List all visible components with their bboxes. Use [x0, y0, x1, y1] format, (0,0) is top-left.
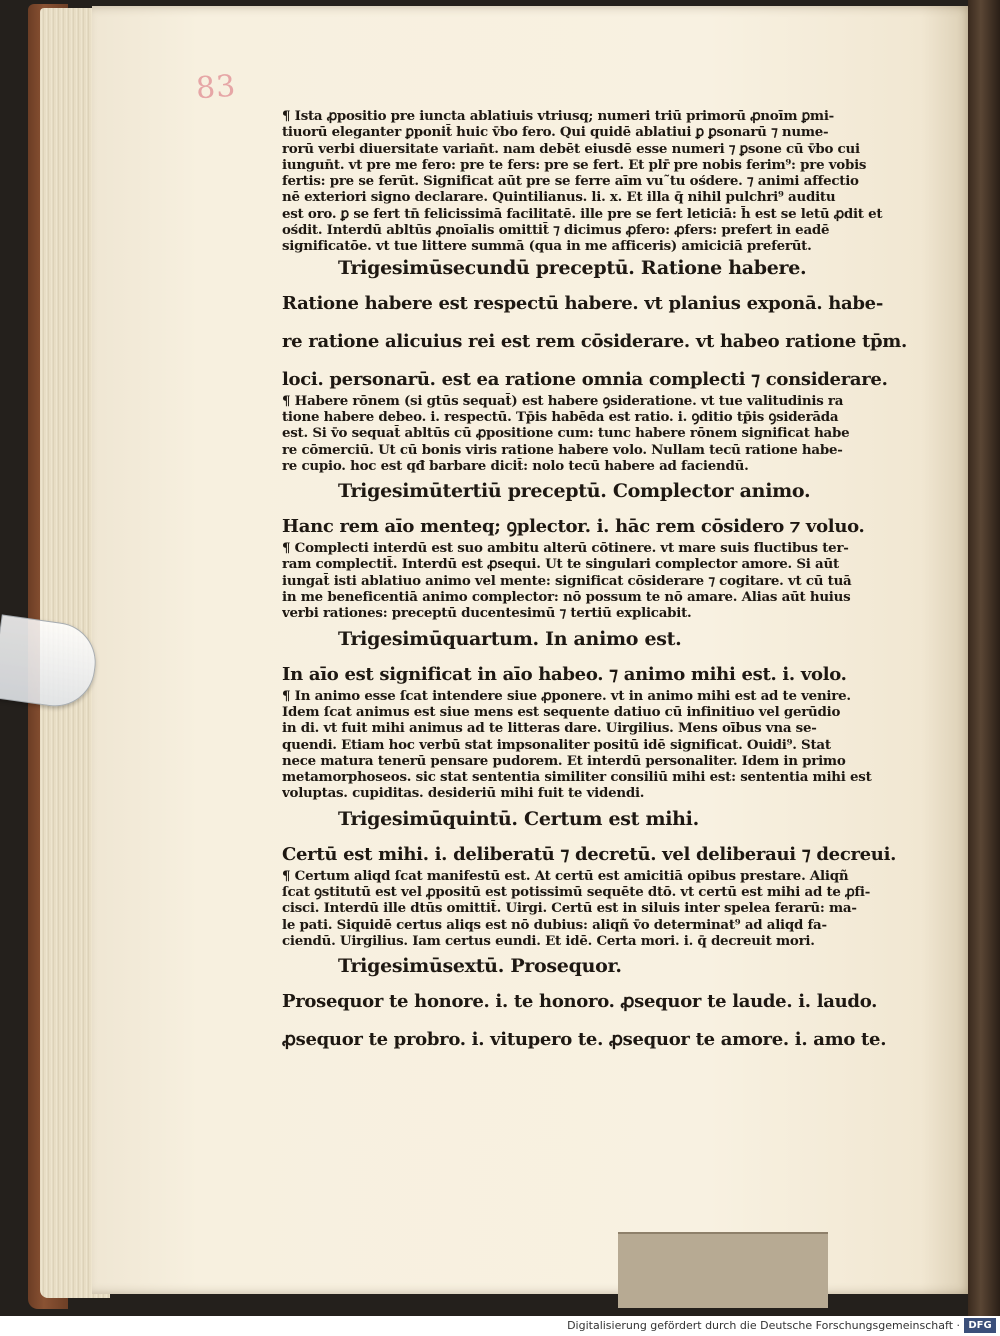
text-line: ¶ Certum aliqd ſcat manifestū est. At certū est amicitiā opibus prestare. Aliqñ [282, 867, 849, 884]
text-line: quendi. Etiam hoc verbū stat impsonaliter positū idē significat. Ouidi⁹. Stat [282, 736, 831, 753]
footer-credit: Digitalisierung gefördert durch die Deutsche Forschungsgemeinschaft · [567, 1319, 960, 1332]
text-line: ¶ In animo esse ſcat intendere siue ꝓponere. vt in animo mihi est ad te venire. [282, 687, 851, 704]
text-line: verbi rationes: preceptū ducentesimū ⁊ tertiū explicabit. [282, 605, 692, 622]
example-line: Hanc rem aīo menteq; ꝯplector. i. hāc rem cōsidero ⁊ voluo. [282, 516, 865, 538]
example-line: Certū est mihi. i. deliberatū ⁊ decretū. vel deliberaui ⁊ decreui. [282, 843, 897, 865]
text-line: ¶ Complecti interdū est suo ambitu alterū cōtinere. vt mare suis fluctibus ter- [282, 540, 849, 557]
text-line: tione habere debeo. i. respectū. Tp̄is habēda est ratio. i. ꝯditio tp̄is ꝯsiderāda [282, 408, 839, 425]
text-line: iungun̄t. vt pre me fero: pre te fers: pre se fert. Et plr̄ pre nobis ferim⁹: pre vobis [282, 156, 867, 173]
section-in-animo [282, 626, 902, 802]
library-stamp: 83 [194, 68, 238, 107]
example-line: loci. personarū. est ea ratione omnia complecti ⁊ considerare. [282, 368, 888, 390]
text-line: ciendū. Uirgilius. Iam certus eundi. Et idē. Certa mori. i. q̄ decreuit mori. [282, 932, 815, 949]
section-prosequor [282, 953, 902, 1053]
text-line: fertis: pre se ferūt. Significat aūt pre se ferre aīm vu˜tu ośdere. ⁊ animi affectio [282, 173, 859, 190]
book-cover-right [968, 0, 1000, 1316]
printed-text-block [282, 108, 907, 1057]
example-line: ꝓsequor te probro. i. vitupero te. ꝓsequor te amore. i. amo te. [282, 1029, 887, 1051]
precept-heading: Trigesimūquintū. Certum est mihi. [338, 807, 699, 830]
text-line: voluptas. cupiditas. desideriū mihi fuit te videndi. [282, 785, 645, 802]
section-intro [282, 108, 907, 474]
example-line: re ratione alicuius rei est rem cōsiderare. vt habeo ratione tp̄m. [282, 330, 907, 352]
text-line: metamorphoseos. sic stat sententia similiter consiliū mihi est: sententia mihi est [282, 769, 872, 786]
text-line: tiuorū eleganter ꝑponit̄ huic v̄bo fero. Qui quidē ablatiui ꝑ ꝑsonarū ⁊ nume- [282, 124, 829, 141]
text-line: est. Si v̄o sequat̄ abltūs cū ꝓpositione cum: tunc habere rōnem significat habe [282, 425, 850, 442]
text-line: ośdit. Interdū abltūs ꝓnoīalis omittit̄ ⁊ dicimus ꝓfero: ꝓfers: prefert in eadē [282, 222, 830, 239]
text-line: ſcat ꝯstitutū est vel ꝓpositū est potissimū sequēte dtō. vt certū est mihi ad te ꝓfi- [282, 884, 871, 901]
dfg-logo: DFG [964, 1318, 996, 1333]
paper-repair-patch [618, 1232, 828, 1308]
example-line: Prosequor te honore. i. te honoro. ꝓsequor te laude. i. laudo. [282, 991, 878, 1013]
text-line: iungat̄ isti ablatiuo animo vel mente: significat cōsiderare ⁊ cogitare. vt cū tuā [282, 572, 852, 589]
text-line: ¶ Ista ꝓpositio pre iuncta ablatiuis vtriusq; numeri triū primorū ꝓnoīm ꝑmi- [282, 108, 834, 124]
text-line: in me beneficentiā animo complector: nō possum te nō amare. Alias aūt huius [282, 589, 851, 606]
precept-heading: Trigesimūsextū. Prosequor. [338, 955, 622, 978]
section-certum [282, 806, 902, 949]
text-line: cisci. Interdū ille dtūs omittit̄. Uirgi. Certū est in siluis inter spelea ferarū: ma- [282, 900, 857, 917]
text-line: ¶ Habere rōnem (si gtūs sequat̄) est habere ꝯsideratione. vt tue valitudinis ra [282, 392, 844, 409]
text-line: le pati. Siquidē certus aliqs est nō dubius: aliqñ v̄o determinat⁹ ad aliqd fa- [282, 916, 827, 933]
precept-heading: Trigesimūquartum. In animo est. [338, 627, 682, 650]
section-complector [282, 478, 902, 621]
precept-heading: Trigesimūtertiū preceptū. Complector animo. [338, 480, 811, 503]
footer-bar [0, 1316, 1000, 1336]
text-line: re cōmerciū. Ut cū bonis viris ratione habere volo. Nullam tecū ratione habe- [282, 441, 843, 458]
text-line: ram complectit̄. Interdū est ꝓsequi. Ut te singulari complector amore. Si aūt [282, 556, 839, 573]
example-line: In aīo est significat in aīo habeo. ⁊ animo mihi est. i. volo. [282, 663, 847, 685]
text-line: re cupio. hoc est qđ barbare dicit̄: nolo tecū habere ad faciendū. [282, 457, 749, 474]
text-line: nece matura tenerū pensare pudorem. Et interdū personaliter. Idem in primo [282, 752, 846, 769]
example-line: Ratione habere est respectū habere. vt planius exponā. habe- [282, 292, 884, 314]
text-line: significatōe. vt tue littere summā (qua in me afficeris) amiciciā preferūt. [282, 238, 812, 255]
text-line: rorū verbi diuersitate varian̄t. nam debēt eiusdē esse numeri ⁊ ꝑsone cū v̄bo cui [282, 140, 860, 157]
precept-heading: Trigesimūsecundū preceptū. Ratione habere. [338, 256, 807, 279]
text-line: in di. vt fuit mihi animus ad te litteras dare. Uirgilius. Mens oībus vna se- [282, 720, 817, 737]
text-line: Idem ſcat animus est siue mens est sequente datiuo cū infinitiuo vel gerūdio [282, 703, 841, 720]
text-line: nē exteriori signo declarare. Quintilianus. li. x. Et illa q̄ nihil pulchri⁹ auditu [282, 189, 836, 206]
text-line: est oro. ꝑ se fert tn̄ felicissimā facilitatē. ille pre se fert leticiā: h̄ est se letū ꝓdit et [282, 205, 883, 222]
